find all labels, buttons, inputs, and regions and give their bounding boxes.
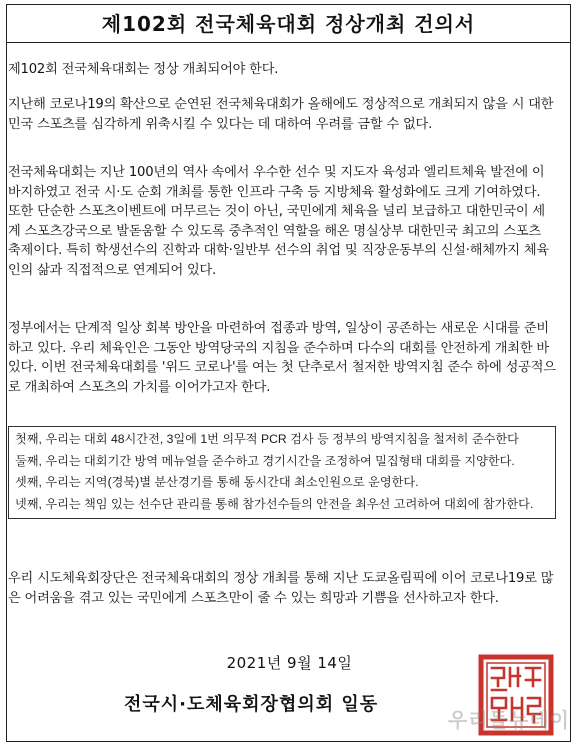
news-watermark: 우리들뉴데이	[448, 708, 570, 732]
commitment-text: 우리는 대회기간 방역 메뉴얼을 준수하고 경기시간을 조정하여 밀집형태 대회를 지양한다.	[45, 453, 515, 468]
paragraph-history: 전국체육대회는 지난 100년의 역사 속에서 우수한 선수 및 지도자 육성과 엘리트체육 발전에 이바지하였고 전국 시·도 순회 개최를 통한 인프라 구축 등 지방체육 활성화에도 크게 기여하였다. 또한 단순한 스포츠이벤트에 머무르는 것이 아닌, 국민에게 체육을 널리 보급하고 대한민국이 세계 스포츠강국으로 발돋움할 수 있도록 중추적인 역할을 해온 명실상부 대한민국 최고의 스포츠 축제이다. 특히 학생선수의 진학과 대학·일반부 선수의 취업 및 직장운동부의 신설·해체까지 체육인의 삶과 직접적으로 연계되어 있다.	[8, 165, 549, 278]
document-date: 2021년 9월 14일	[226, 654, 353, 672]
commitment-item	[15, 473, 549, 492]
paragraph-plan: 정부에서는 단계적 일상 회복 방안을 마련하여 접종과 방역, 일상이 공존하는 새로운 시대를 준비하고 있다. 우리 체육인은 그동안 방역당국의 지침을 준수하며 다수의 대회를 안전하게 개최한 바 있다. 이번 전국체육대회를 '위드 코로나'를 여는 첫 단추로서 철저한 방역지침 준수 하에 성공적으로 개최하여 스포츠의 가치를 이어가고자 한다.	[8, 321, 556, 395]
commitment-item	[15, 452, 549, 471]
commitments-box	[8, 426, 556, 519]
paragraph-concern: 지난해 코로나19의 확산으로 순연된 전국체육대회가 올해에도 정상적으로 개최되지 않을 시 대한민국 스포츠를 심각하게 위축시킬 수 있다는 데 대하여 우려를 금할 수 없다.	[8, 97, 554, 132]
signatory: 전국시·도체육회장협의회 일동	[124, 694, 379, 715]
commitment-text: 우리는 지역(경북)별 분산경기를 통해 동시간대 최소인원으로 운영한다.	[45, 475, 419, 489]
commitment-label: 셋째,	[15, 475, 42, 489]
commitment-label: 첫째,	[15, 432, 42, 446]
commitment-label: 둘째,	[15, 453, 42, 468]
commitment-text: 우리는 대회 48시간전, 3일에 1번 의무적 PCR 검사 등 정부의 방역지침을 철저히 준수한다	[45, 432, 519, 446]
document-title: 제102회 전국체육대회 정상개최 건의서	[7, 5, 570, 43]
paragraph-thesis: 제102회 전국체육대회는 정상 개최되어야 한다.	[8, 62, 279, 77]
commitment-item	[15, 430, 549, 449]
commitment-label: 넷째,	[15, 496, 42, 511]
paragraph-closing: 우리 시도체육회장단은 전국체육대회의 정상 개최를 통해 지난 도쿄올림픽에 이어 코로나19로 많은 어려움을 겪고 있는 국민에게 스포츠만이 줄 수 있는 희망과 기쁨을 선사하고자 한다.	[8, 571, 554, 606]
commitment-item	[15, 495, 549, 514]
commitment-text: 우리는 책임 있는 선수단 관리를 통해 참가선수들의 안전을 최우선 고려하여 대회에 참가한다.	[45, 496, 534, 511]
